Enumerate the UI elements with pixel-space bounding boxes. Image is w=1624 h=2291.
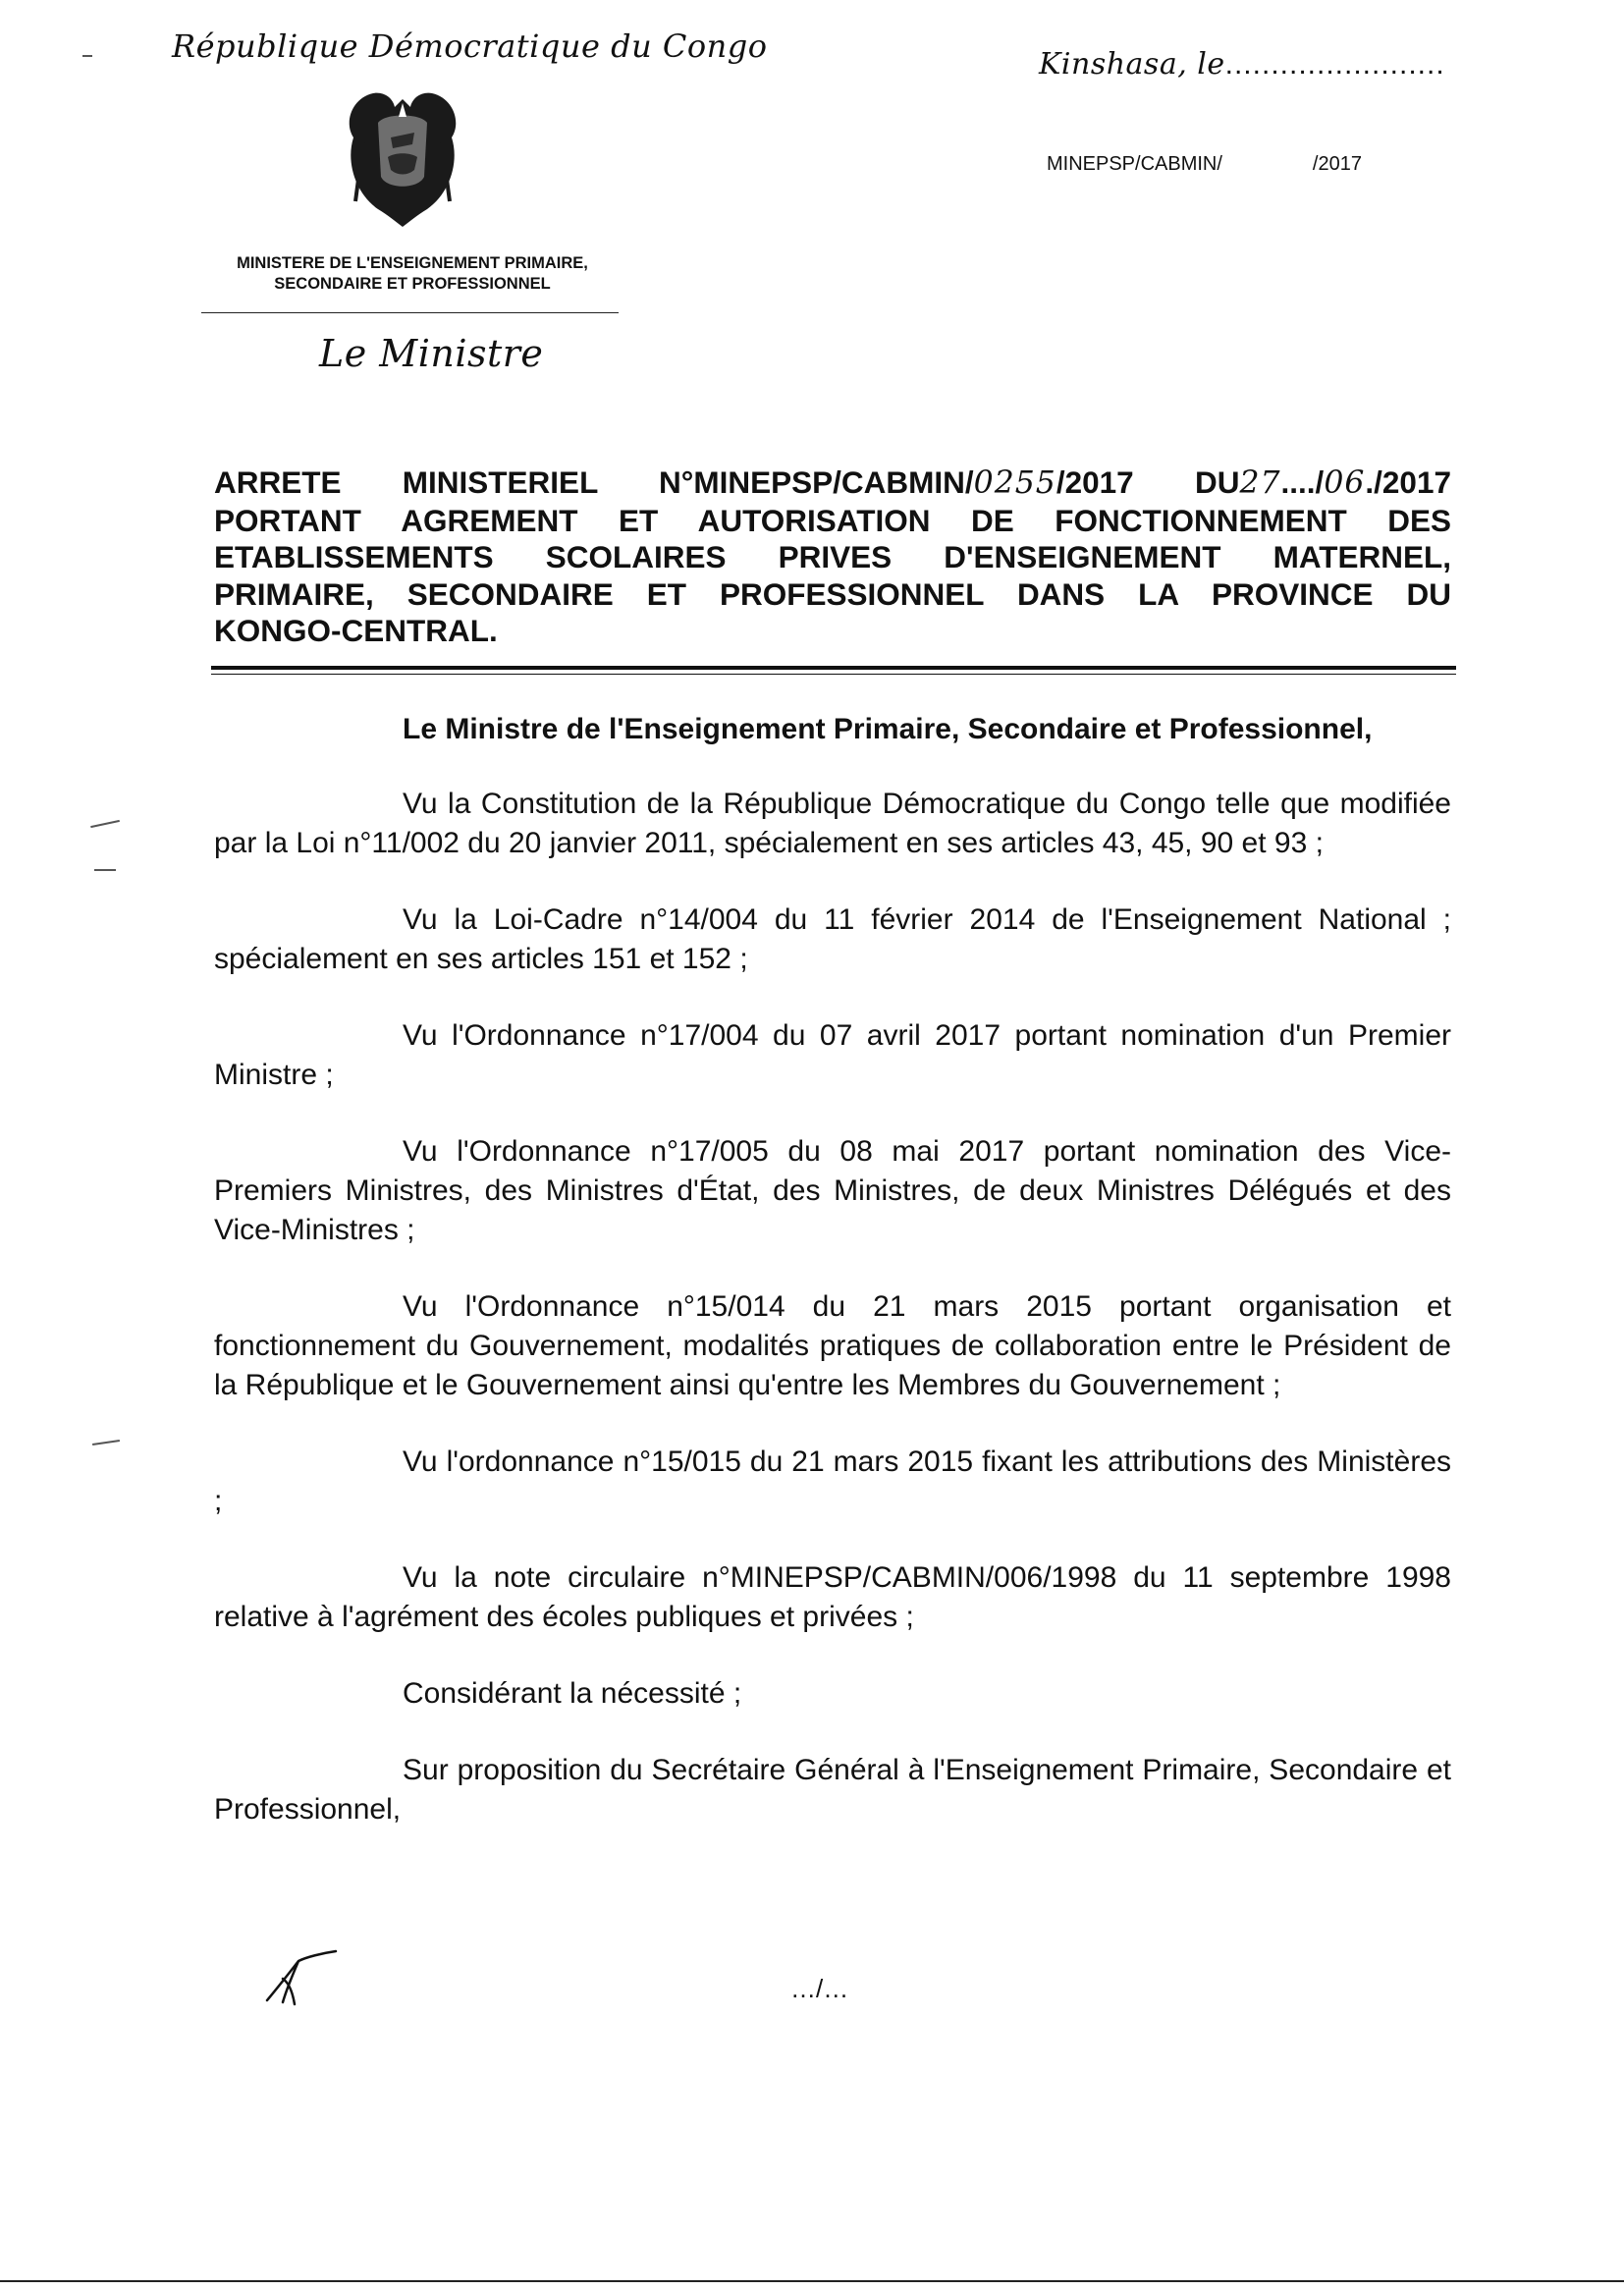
- initials-signature: [263, 1949, 342, 2008]
- decree-body: [214, 710, 1451, 1867]
- decree-number-prefix: ARRETE MINISTERIEL N°MINEPSP/CABMIN/: [214, 464, 974, 500]
- ministry-name-line2: SECONDAIRE ET PROFESSIONNEL: [274, 275, 551, 293]
- decree-title-line1: [214, 464, 1451, 503]
- page-bottom-rule: [0, 2280, 1624, 2282]
- body-paragraph: Sur proposition du Secrétaire Général à l'Enseignement Primaire, Secondaire et Professionnel,: [214, 1754, 1451, 1826]
- body-paragraph: Vu la Constitution de la République Démocratique du Congo telle que modifiée par la Loi n°11/002 du 20 janvier 2011, spécialement en ses articles 43, 45, 90 et 93 ;: [214, 788, 1451, 859]
- body-paragraph: Vu l'Ordonnance n°17/004 du 07 avril 2017 portant nomination d'un Premier Ministre ;: [214, 1019, 1451, 1091]
- decree-date-dots: ..../: [1280, 464, 1325, 500]
- coat-of-arms-emblem: [334, 83, 471, 231]
- ministry-underline: [201, 312, 619, 313]
- body-intro: Le Ministre de l'Enseignement Primaire, Secondaire et Professionnel,: [403, 713, 1373, 745]
- page-continuation: …/…: [790, 1974, 849, 2003]
- reference-prefix: MINEPSP/CABMIN/: [1047, 153, 1222, 175]
- decree-title-line3: ETABLISSEMENTS SCOLAIRES PRIVES D'ENSEIGNEMENT MATERNEL,: [214, 539, 1451, 574]
- title-rule-thick: [211, 666, 1456, 670]
- reference-number: [1047, 153, 1362, 176]
- decree-title-line4: PRIMAIRE, SECONDAIRE ET PROFESSIONNEL DANS LA PROVINCE DU: [214, 575, 1451, 612]
- body-paragraph: Vu la note circulaire n°MINEPSP/CABMIN/006/1998 du 11 septembre 1998 relative à l'agrément des écoles publiques et privées ;: [214, 1561, 1451, 1633]
- country-header: République Démocratique du Congo: [172, 27, 768, 65]
- scan-mark: [90, 820, 120, 828]
- decree-title-line2: PORTANT AGREMENT ET AUTORISATION DE FONCTIONNEMENT DES: [214, 502, 1451, 538]
- decree-title-line5: KONGO-CENTRAL.: [214, 613, 498, 648]
- body-paragraph: Vu l'Ordonnance n°17/005 du 08 mai 2017 portant nomination des Vice-Premiers Ministres, des Ministres d'État, des Ministres, de deux Ministres Délégués et des Vice-Ministres ;: [214, 1135, 1451, 1246]
- decree-date-year: ./2017: [1365, 464, 1451, 500]
- ministry-name: [201, 253, 623, 295]
- place-date: [1039, 47, 1445, 82]
- scan-mark: [92, 1440, 120, 1446]
- scan-mark: [94, 869, 116, 871]
- body-paragraph: Vu l'Ordonnance n°15/014 du 21 mars 2015 portant organisation et fonctionnement du Gouvernement, modalités pratiques de collaboration entre le Président de la République et le Gouvernement ainsi qu'entre les Membres du Gouvernement ;: [214, 1290, 1451, 1401]
- body-paragraph: Vu l'ordonnance n°15/015 du 21 mars 2015 fixant les attributions des Ministères ;: [214, 1446, 1451, 1517]
- decree-number-handwritten: 0255: [973, 465, 1056, 501]
- minister-heading: Le Ministre: [319, 332, 544, 375]
- reference-year: /2017: [1312, 153, 1362, 175]
- ministry-name-line1: MINISTERE DE L'ENSEIGNEMENT PRIMAIRE,: [237, 254, 588, 272]
- decree-day-handwritten: 27: [1239, 465, 1281, 501]
- scan-mark: [82, 55, 92, 57]
- body-paragraph: Considérant la nécessité ;: [403, 1677, 742, 1710]
- body-paragraph: Vu la Loi-Cadre n°14/004 du 11 février 2014 de l'Enseignement National ; spécialement en ses articles 151 et 152 ;: [214, 903, 1451, 975]
- decree-year-du: /2017 DU: [1056, 464, 1240, 500]
- place-date-label: Kinshasa, le: [1039, 47, 1225, 82]
- decree-title: [214, 464, 1451, 650]
- place-date-dots: ........................: [1224, 48, 1445, 81]
- decree-month-handwritten: 06: [1324, 465, 1366, 501]
- title-rule-thin: [211, 674, 1456, 675]
